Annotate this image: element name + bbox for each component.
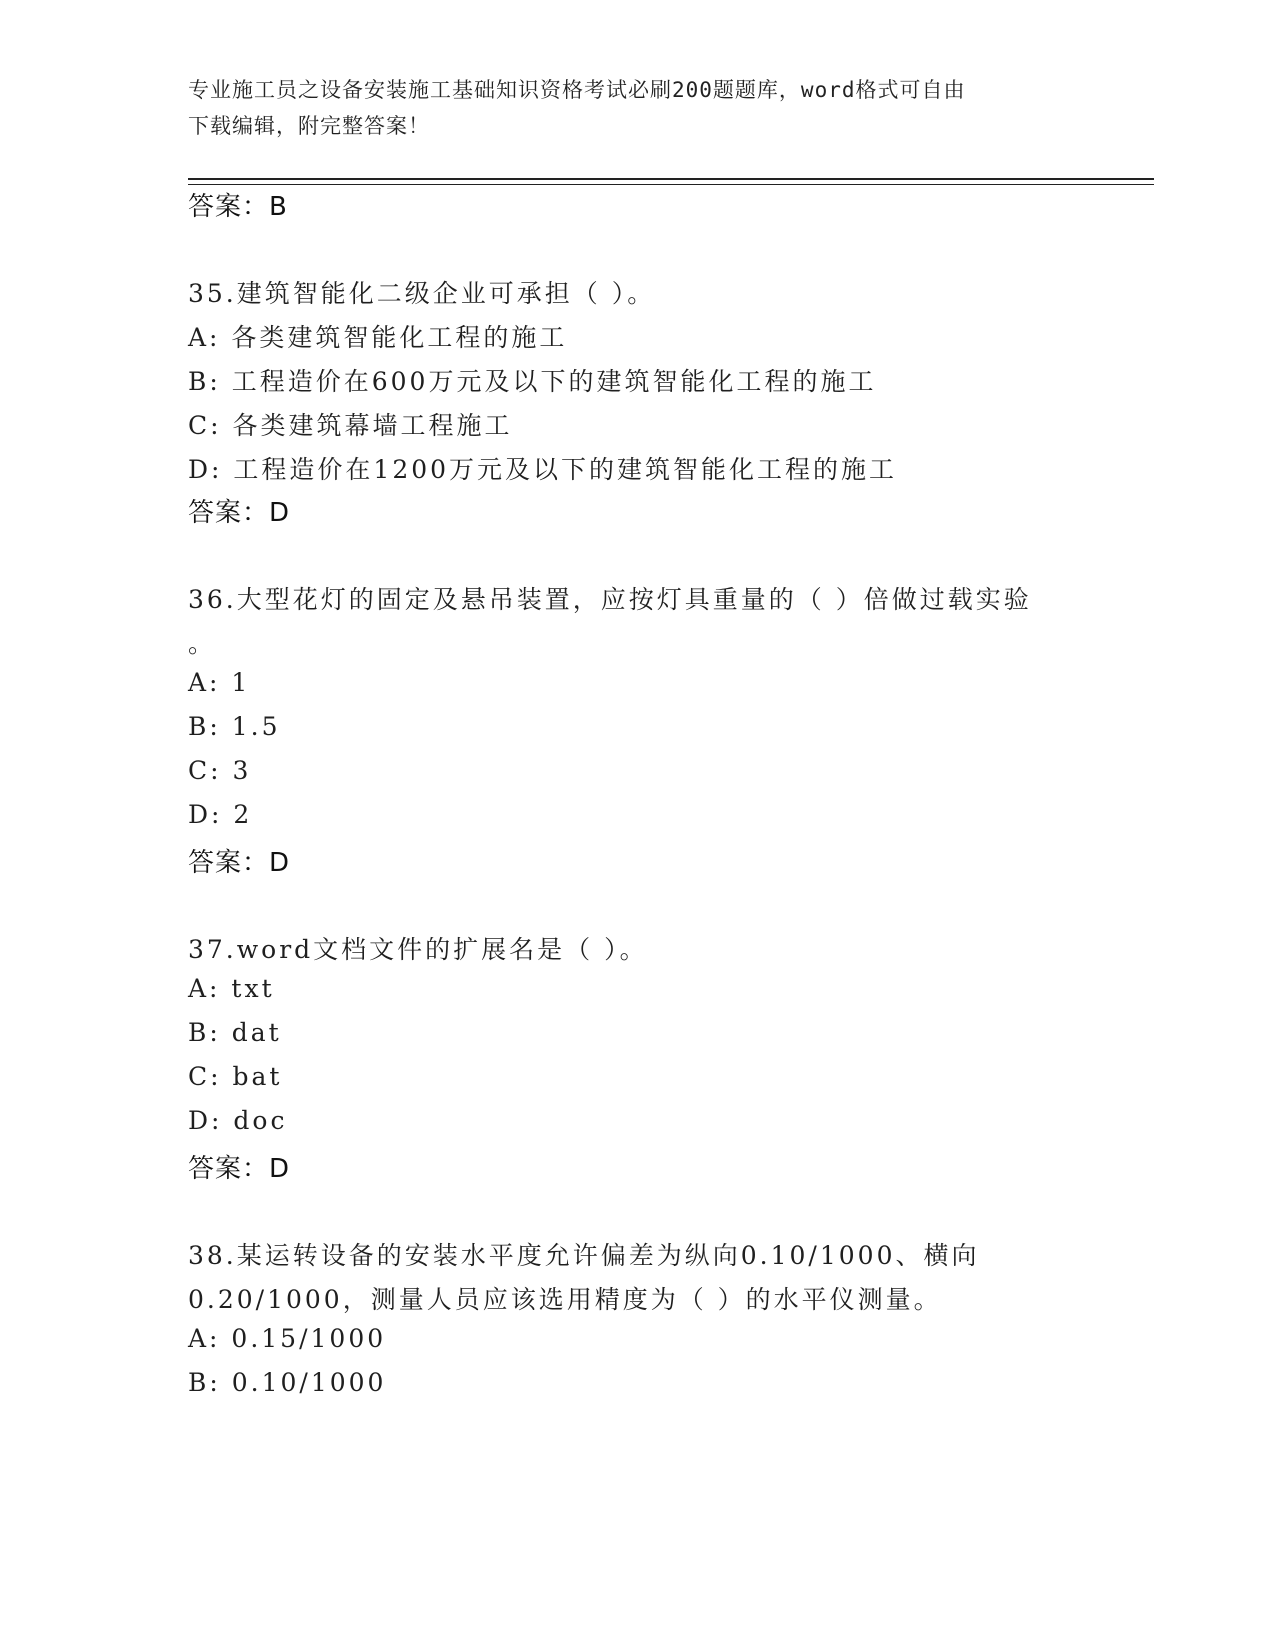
question-37-option-b: B: dat [188, 1018, 282, 1047]
question-37-answer: 答案：D [188, 1154, 291, 1184]
question-36-answer: 答案：D [188, 848, 291, 878]
question-36-option-b: B: 1.5 [188, 712, 281, 741]
previous-answer: 答案：B [188, 192, 288, 222]
question-38-option-a: A: 0.15/1000 [188, 1324, 387, 1353]
question-37-option-a: A: txt [188, 974, 275, 1003]
question-37-stem: 37.word文档文件的扩展名是（ ）。 [188, 935, 648, 964]
question-35-answer: 答案：D [188, 498, 291, 528]
question-35-option-b: B: 工程造价在600万元及以下的建筑智能化工程的施工 [188, 367, 877, 396]
question-36-option-a: A: 1 [188, 668, 251, 697]
question-36-option-c: C: 3 [188, 756, 252, 785]
question-36-option-d: D: 2 [188, 800, 253, 829]
header-rule-thick [188, 178, 1154, 180]
question-37-option-c: C: bat [188, 1062, 283, 1091]
page-header [188, 72, 1088, 144]
question-35-option-d: D: 工程造价在1200万元及以下的建筑智能化工程的施工 [188, 455, 898, 484]
question-35-stem: 35.建筑智能化二级企业可承担（ ）。 [188, 279, 656, 308]
question-36-stem-cont: 。 [188, 629, 217, 658]
question-35-option-c: C: 各类建筑幕墙工程施工 [188, 411, 513, 440]
question-37-option-d: D: doc [188, 1106, 288, 1135]
question-36-stem: 36.大型花灯的固定及悬吊装置，应按灯具重量的（ ）倍做过载实验 [188, 585, 1032, 614]
header-rule-thin [188, 184, 1154, 185]
question-38-stem: 38.某运转设备的安装水平度允许偏差为纵向0.10/1000、横向 [188, 1241, 980, 1270]
question-38-option-b: B: 0.10/1000 [188, 1368, 387, 1397]
question-38-stem-cont: 0.20/1000，测量人员应该选用精度为（ ）的水平仪测量。 [188, 1285, 942, 1314]
question-35-option-a: A: 各类建筑智能化工程的施工 [188, 323, 568, 352]
header-line-2: 下载编辑，附完整答案！ [188, 114, 430, 138]
header-line-1: 专业施工员之设备安装施工基础知识资格考试必刷200题题库，word格式可自由 [188, 78, 966, 102]
